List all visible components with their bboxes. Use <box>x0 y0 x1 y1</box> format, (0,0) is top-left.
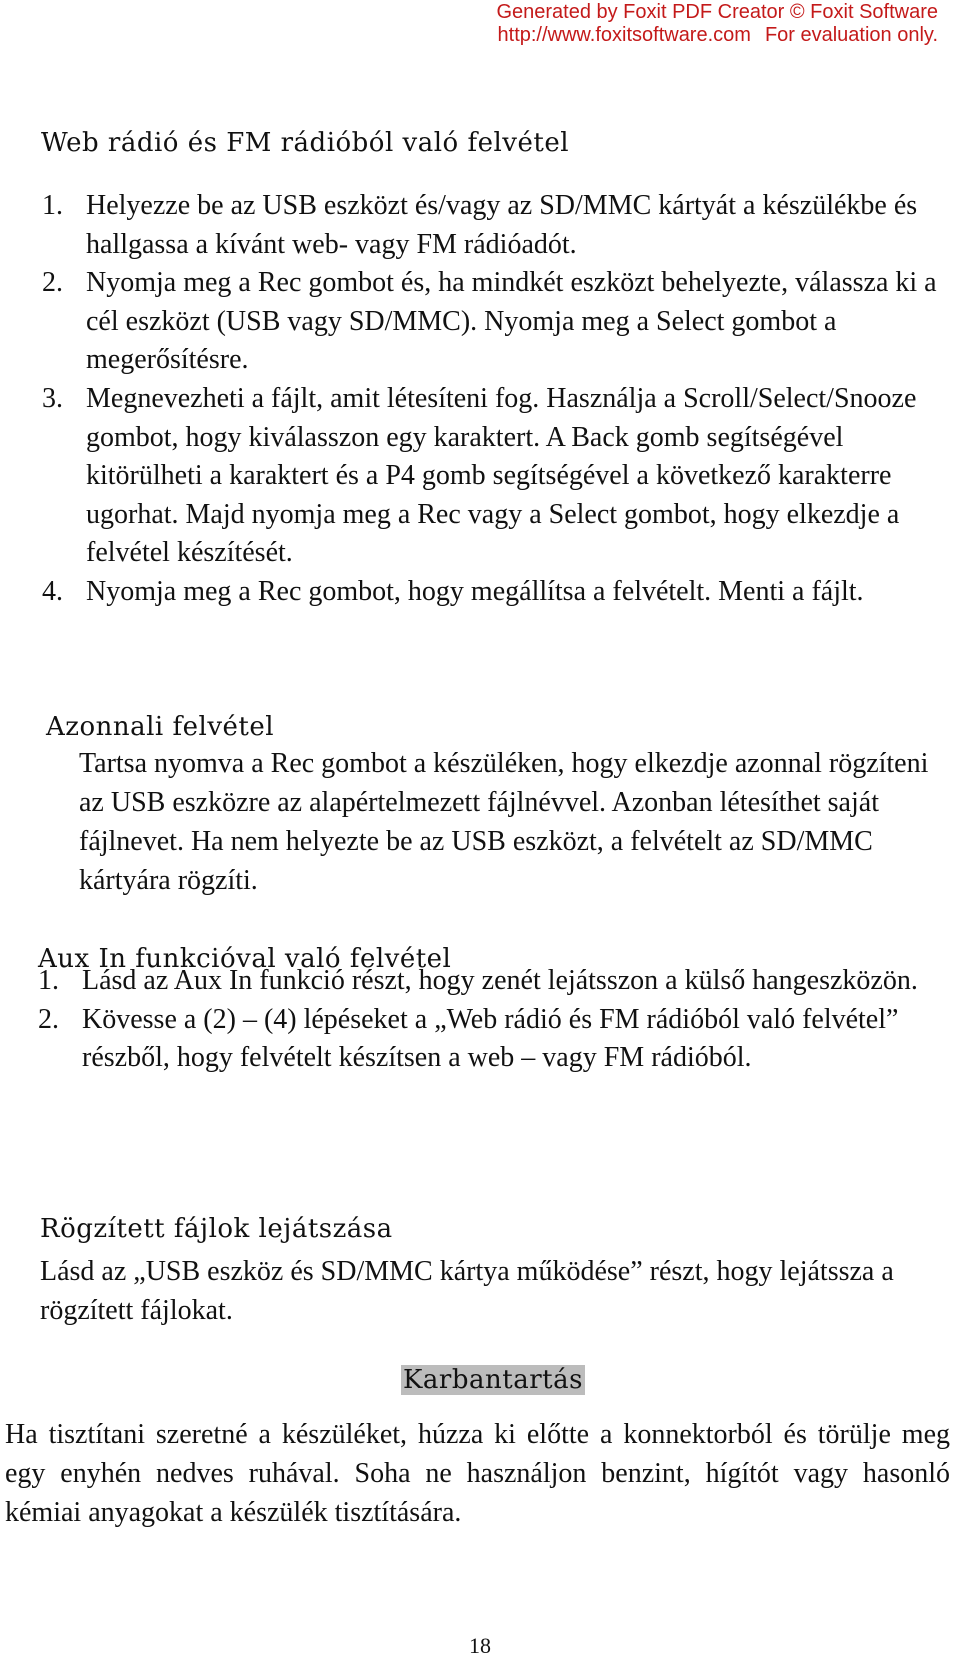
step-text: Nyomja meg a Rec gombot és, ha mindkét eszközt behelyezte, válassza ki a cél eszközt (USB vagy SD/MMC). Nyomja meg a Select gombot a megerősítésre. <box>86 267 937 376</box>
instant-recording-paragraph: Tartsa nyomva a Rec gombot a készüléken, hogy elkezdje azonnal rögzíteni az USB eszközre az alapértelmezett fájlnévvel. Azonban létesíthet saját fájlnevet. Ha nem helyezte be az USB eszközt, a felvételt az SD/MMC kártyára rögzíti. <box>79 748 929 896</box>
step-text: Kövesse a (2) – (4) lépéseket a „Web rádió és FM rádióból való felvétel” részből, hogy felvételt készítsen a web – vagy FM rádióból. <box>82 1003 899 1074</box>
step-number: 2. <box>38 1003 59 1035</box>
playback-paragraph: Lásd az „USB eszköz és SD/MMC kártya működése” részt, hogy lejátssza a rögzített fájlokat. <box>40 1256 894 1326</box>
watermark-note: For evaluation only. <box>764 24 938 46</box>
step-number: 3. <box>42 382 63 414</box>
step-number: 1. <box>38 965 59 996</box>
section-title-instant-recording: Azonnali felvétel <box>46 712 275 742</box>
step-text: Megnevezheti a fájlt, amit létesíteni fog. Használja a Scroll/Select/Snooze gombot, hogy kiválasszon egy karaktert. A Back gomb segítségével kitörülheti a karaktert és a P4 gomb segítségével a következő karakterre ugorhat. Majd nyomja meg a Rec vagy a Select gombot, hogy elkezdje a felvétel készítését. <box>86 382 917 569</box>
list-item <box>42 187 942 264</box>
step-number: 2. <box>42 267 63 299</box>
list-item <box>42 380 942 573</box>
list-item <box>42 573 942 612</box>
step-text: Helyezze be az USB eszközt és/vagy az SD/MMC kártyát a készülékbe és hallgassa a kívánt web- vagy FM rádióadót. <box>86 190 918 260</box>
section-title-aux-recording: Aux In funkcióval való felvétel <box>38 944 452 974</box>
section-title-playback: Rögzített fájlok lejátszása <box>40 1214 393 1244</box>
list-item <box>38 1001 948 1078</box>
page-number: 18 <box>469 1633 491 1658</box>
section-title-maintenance: Karbantartás <box>403 1365 583 1395</box>
watermark-line: Generated by Foxit PDF Creator © Foxit Software <box>496 1 938 23</box>
watermark-url: http://www.foxitsoftware.com <box>497 24 751 46</box>
step-number: 1. <box>42 190 63 221</box>
watermark-url-line <box>496 24 938 47</box>
list-item <box>42 264 942 380</box>
step-text: Lásd az Aux In funkció részt, hogy zenét lejátsszon a külső hangeszközön. <box>82 965 918 996</box>
evaluation-watermark <box>496 1 938 47</box>
list-item <box>38 962 948 1001</box>
step-number: 4. <box>42 575 63 607</box>
maintenance-paragraph: Ha tisztítani szeretné a készüléket, húzza ki előtte a konnektorból és törülje meg egy enyhén nedves ruhával. Soha ne használjon benzint, hígítót vagy hasonló kémiai anyagokat a készülék tisztítására. <box>5 1419 950 1528</box>
aux-steps-list <box>38 962 948 1078</box>
section-title-web-fm-recording: Web rádió és FM rádióból való felvétel <box>41 128 570 158</box>
web-fm-steps-list <box>42 187 942 612</box>
step-text: Nyomja meg a Rec gombot, hogy megállítsa a felvételt. Menti a fájlt. <box>86 575 864 607</box>
